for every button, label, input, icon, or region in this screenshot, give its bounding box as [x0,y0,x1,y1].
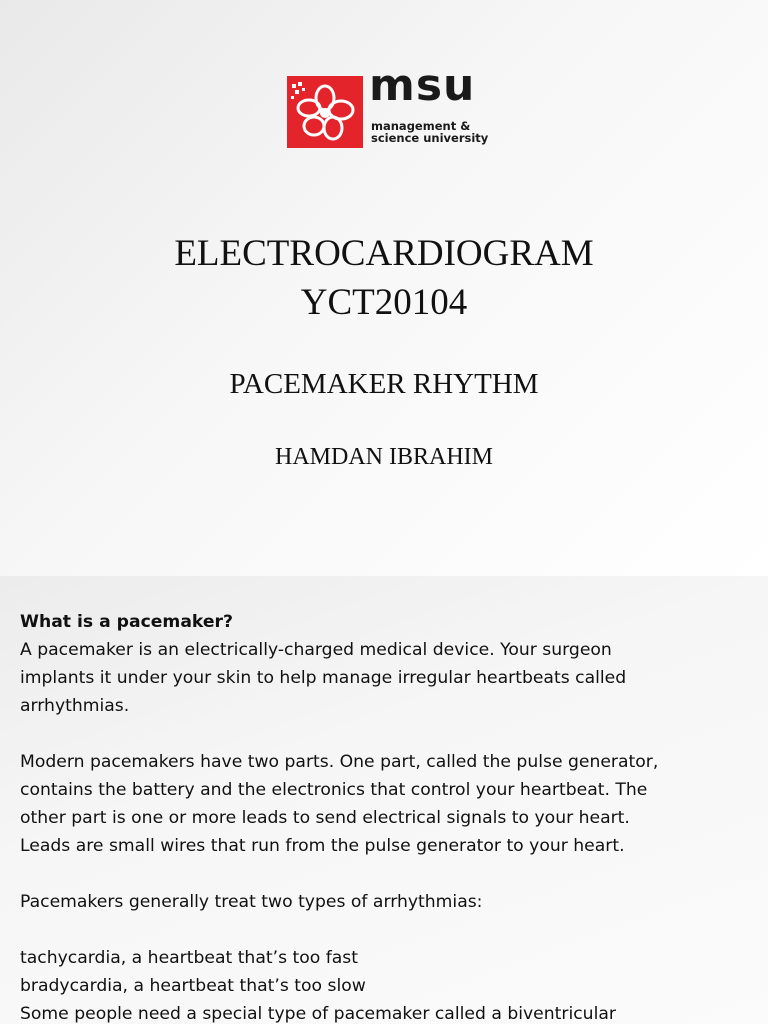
hibiscus-flower-icon [287,76,363,148]
content-slide [0,576,768,1024]
paragraph-line: other part is one or more leads to send electrical signals to your heart. [20,808,630,828]
slide-body [20,608,760,1024]
section-heading: What is a pacemaker? [20,612,234,632]
paragraph-line: Pacemakers generally treat two types of arrhythmias: [20,892,483,912]
spacer [20,916,760,944]
logo-subtitle-line2: science university [371,131,489,145]
paragraph-line: implants it under your skin to help manage irregular heartbeats called [20,668,627,688]
paragraph-line: contains the battery and the electronics that control your heartbeat. The [20,780,648,800]
course-title: ELECTROCARDIOGRAM [174,233,594,274]
logo-subtitle-line1: management & [371,119,471,133]
paragraph-line: A pacemaker is an electrically-charged medical device. Your surgeon [20,640,612,660]
list-item: tachycardia, a heartbeat that’s too fast [20,948,358,968]
topic-title: PACEMAKER RHYTHM [229,368,539,400]
list-item: bradycardia, a heartbeat that’s too slow [20,976,366,996]
spacer [20,720,760,748]
course-code: YCT20104 [300,282,468,323]
msu-logo [287,60,507,148]
paragraph-line: Leads are small wires that run from the pulse generator to your heart. [20,836,625,856]
list-item: Some people need a special type of pacemaker called a biventricular [20,1004,616,1024]
paragraph-line: Modern pacemakers have two parts. One part, called the pulse generator, [20,752,659,772]
spacer [20,860,760,888]
logo-wordmark: msu [369,60,476,111]
paragraph-line: arrhythmias. [20,696,130,716]
author-name: HAMDAN IBRAHIM [274,444,493,470]
logo-subtitle [371,120,488,144]
